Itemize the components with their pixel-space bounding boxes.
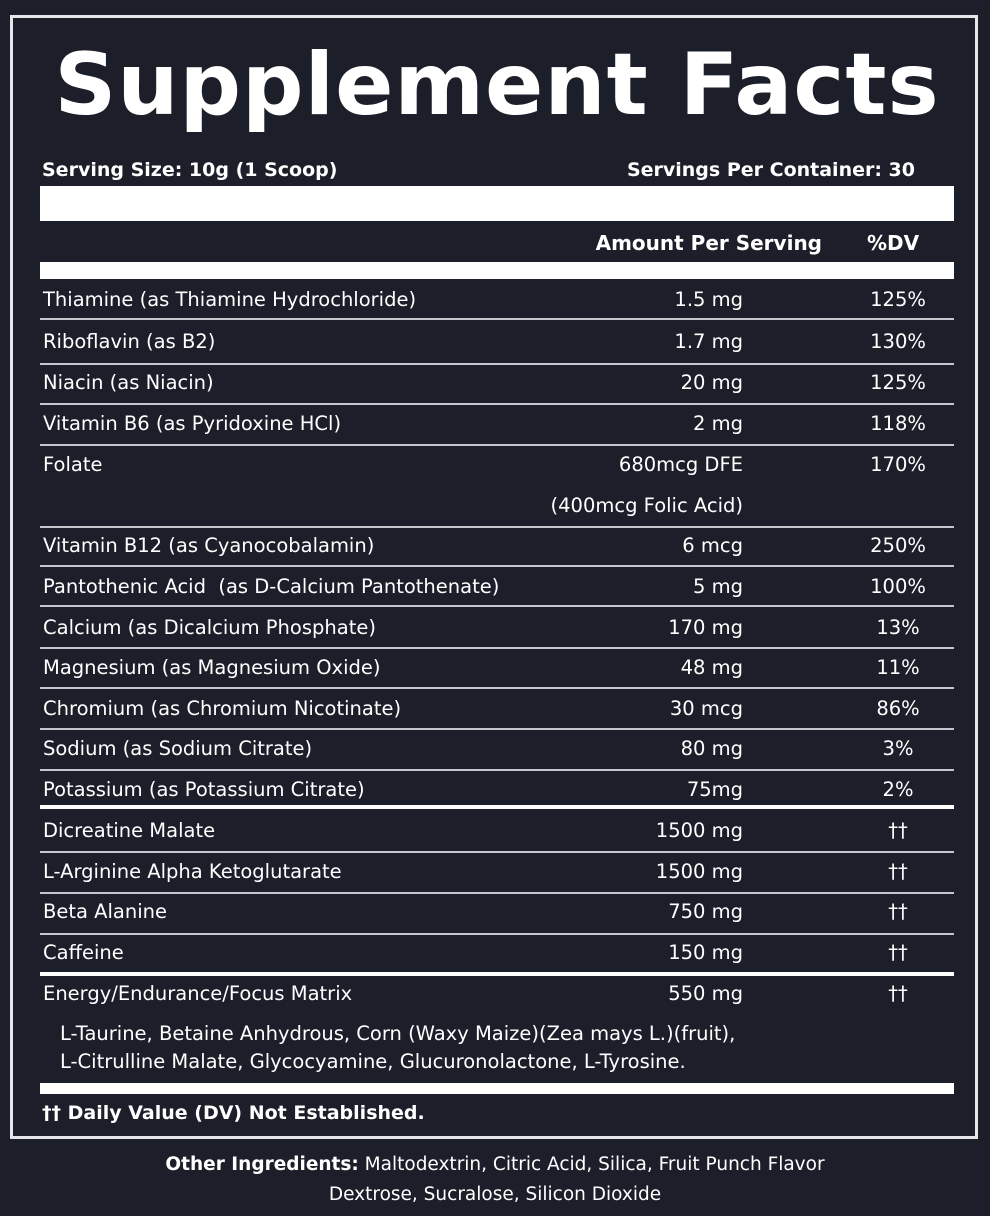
header-dv: %DV [867, 231, 920, 255]
table-row [40, 608, 954, 648]
ingredient-dv: †† [888, 819, 908, 842]
nutrient-dv: 13% [876, 616, 920, 639]
section-divider [40, 805, 954, 809]
nutrient-name: Calcium (as Dicalcium Phosphate) [43, 616, 376, 639]
dv-footnote: †† Daily Value (DV) Not Established. [42, 1102, 425, 1124]
nutrient-amount: 30 mcg [669, 697, 743, 720]
nutrient-amount: 75mg [686, 778, 743, 801]
nutrient-name: Niacin (as Niacin) [43, 371, 214, 394]
nutrient-name: Chromium (as Chromium Nicotinate) [43, 697, 402, 720]
matrix-amount: 550 mg [668, 982, 743, 1005]
nutrient-amount: 170 mg [668, 616, 743, 639]
table-row [40, 322, 954, 362]
ingredient-name: L-Arginine Alpha Ketoglutarate [43, 860, 342, 883]
nutrient-amount: 48 mg [680, 656, 743, 679]
ingredient-dv: †† [888, 900, 908, 923]
nutrient-dv: 170% [870, 453, 926, 476]
header-amount: Amount Per Serving [595, 231, 822, 255]
nutrient-name: Thiamine (as Thiamine Hydrochloride) [43, 288, 417, 311]
ingredient-amount: 1500 mg [655, 860, 743, 883]
matrix-name: Energy/Endurance/Focus Matrix [43, 982, 353, 1005]
footer-bar [40, 1083, 954, 1094]
nutrient-name: Folate [43, 453, 103, 476]
nutrient-amount: 6 mcg [682, 534, 743, 557]
nutrient-amount: 80 mg [680, 737, 743, 760]
label-title: Supplement Facts [54, 35, 940, 135]
nutrient-dv: 2% [882, 778, 914, 801]
table-row [40, 280, 954, 320]
nutrient-name: Potassium (as Potassium Citrate) [43, 778, 365, 801]
table-row [40, 892, 954, 932]
matrix-dv: †† [888, 982, 908, 1005]
nutrient-dv: 130% [870, 330, 926, 353]
nutrient-dv: 125% [870, 288, 926, 311]
table-row [40, 445, 954, 527]
header-bar-top [40, 186, 954, 221]
nutrient-dv: 118% [870, 412, 926, 435]
ingredient-amount: 750 mg [668, 900, 743, 923]
nutrient-amount: 680mcg DFE [618, 453, 743, 476]
other-ingredients-label: Other Ingredients: [165, 1154, 359, 1175]
nutrient-amount: 5 mg [693, 575, 743, 598]
nutrient-dv: 100% [870, 575, 926, 598]
other-ingredients-text: Maltodextrin, Citric Acid, Silica, Fruit Punch Flavor [358, 1154, 825, 1175]
nutrient-name: Sodium (as Sodium Citrate) [43, 737, 313, 760]
table-row [40, 526, 954, 566]
nutrient-dv: 125% [870, 371, 926, 394]
matrix-ingredients-line-2: L-Citrulline Malate, Glycocyamine, Glucuronolactone, L-Tyrosine. [60, 1050, 686, 1073]
matrix-ingredients-line-1: L-Taurine, Betaine Anhydrous, Corn (Waxy Maize)(Zea mays L.)(fruit), [60, 1022, 736, 1045]
table-row [40, 689, 954, 729]
nutrient-name: Vitamin B12 (as Cyanocobalamin) [43, 534, 375, 557]
table-row [40, 567, 954, 607]
nutrient-dv: 11% [876, 656, 920, 679]
nutrient-name: Magnesium (as Magnesium Oxide) [43, 656, 381, 679]
ingredient-name: Beta Alanine [43, 900, 168, 923]
table-row [40, 404, 954, 444]
ingredient-amount: 1500 mg [655, 819, 743, 842]
nutrient-name: Vitamin B6 (as Pyridoxine HCl) [43, 412, 342, 435]
nutrient-amount-detail: (400mcg Folic Acid) [550, 494, 743, 517]
ingredient-name: Caffeine [43, 941, 124, 964]
other-ingredients-line-1 [0, 1151, 990, 1179]
nutrient-dv: 250% [870, 534, 926, 557]
nutrient-name: Pantothenic Acid (as D-Calcium Pantothenate) [43, 575, 500, 598]
row-divider [40, 318, 954, 320]
nutrient-amount: 2 mg [693, 412, 743, 435]
serving-size: Serving Size: 10g (1 Scoop) [42, 159, 338, 181]
nutrient-amount: 1.5 mg [674, 288, 743, 311]
ingredient-dv: †† [888, 941, 908, 964]
nutrient-amount: 1.7 mg [674, 330, 743, 353]
table-row [40, 648, 954, 688]
row-divider [40, 605, 954, 607]
table-row [40, 933, 954, 973]
nutrient-name: Riboflavin (as B2) [43, 330, 216, 353]
table-row [40, 729, 954, 769]
nutrient-dv: 86% [876, 697, 920, 720]
ingredient-dv: †† [888, 860, 908, 883]
nutrient-dv: 3% [882, 737, 914, 760]
ingredient-amount: 150 mg [668, 941, 743, 964]
table-row [40, 852, 954, 892]
ingredient-name: Dicreatine Malate [43, 819, 216, 842]
servings-per-container: Servings Per Container: 30 [626, 159, 915, 181]
other-ingredients-line-2: Dextrose, Sucralose, Silicon Dioxide [328, 1184, 662, 1205]
table-row [40, 363, 954, 403]
header-bar-bottom [40, 262, 954, 279]
table-row [40, 770, 954, 810]
nutrient-amount: 20 mg [680, 371, 743, 394]
table-row [40, 811, 954, 851]
